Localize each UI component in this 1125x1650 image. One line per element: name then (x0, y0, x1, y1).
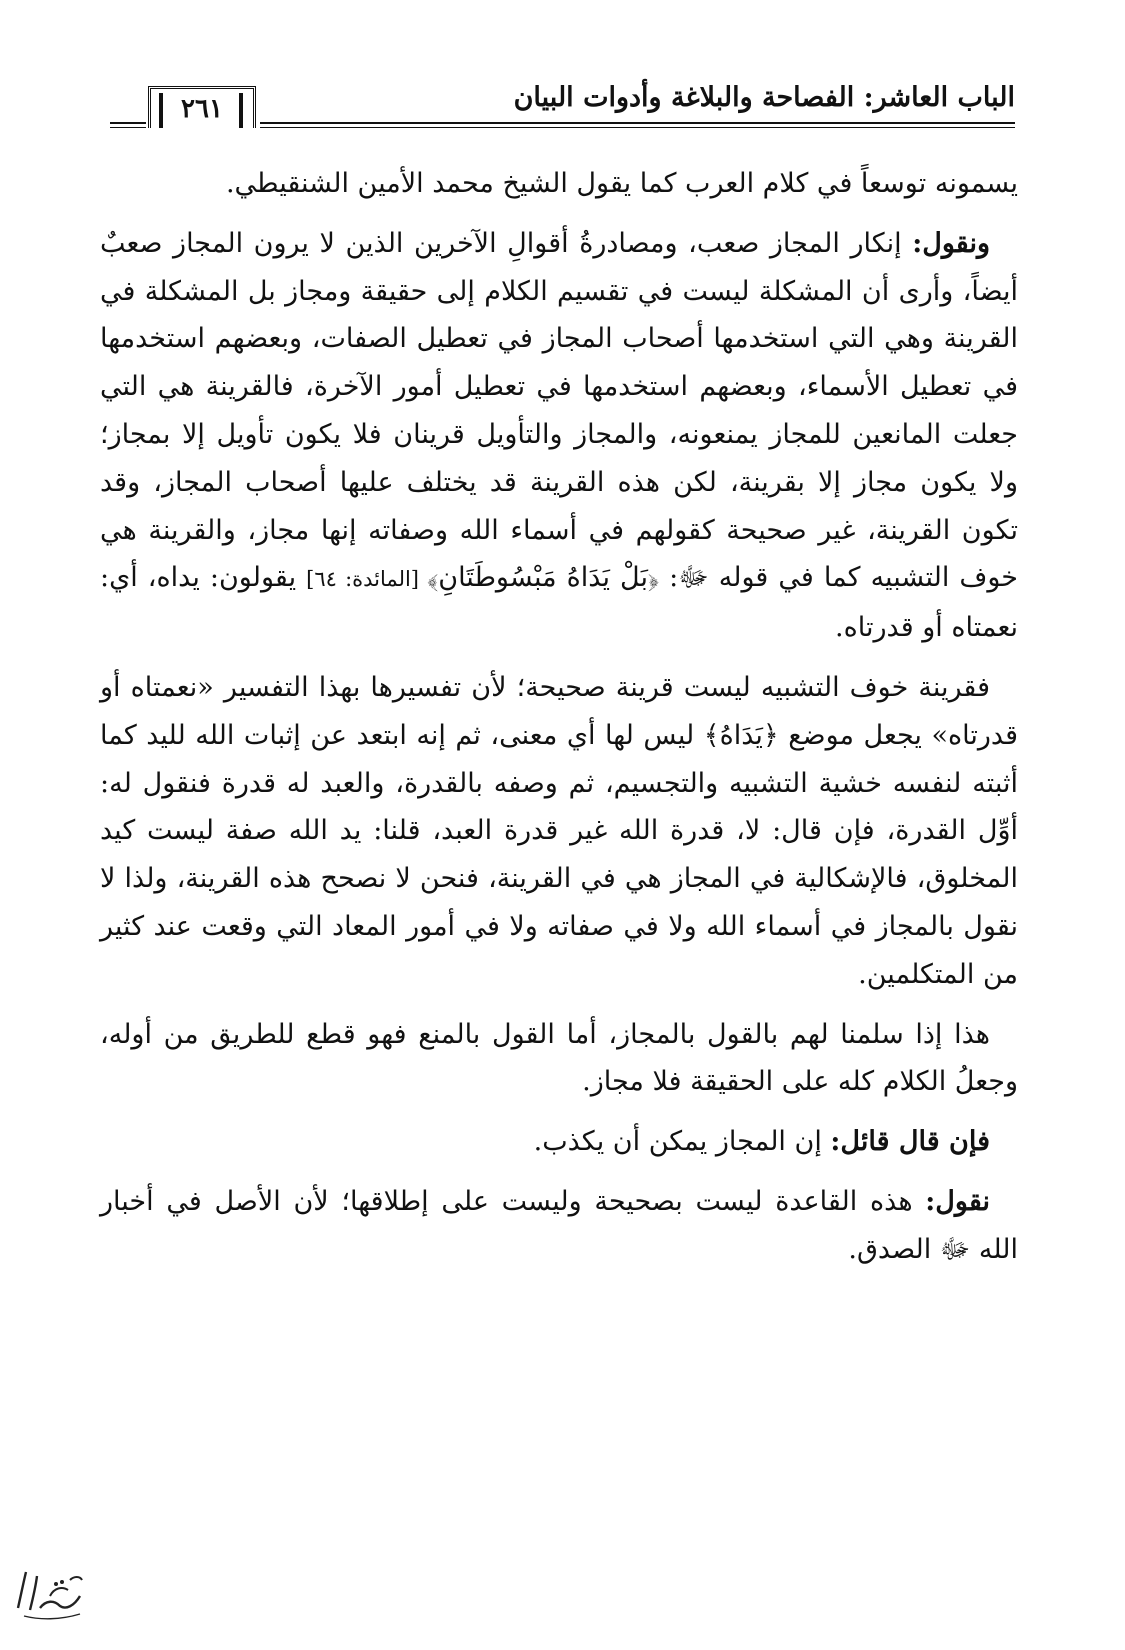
paragraph-3 (100, 664, 1018, 999)
chapter-title: الباب العاشر: الفصاحة والبلاغة وأدوات البيان (513, 82, 1015, 113)
paragraph-1 (100, 160, 1018, 208)
paragraph-text: إن المجاز يمكن أن يكذب. (533, 1126, 831, 1158)
paragraph-6 (100, 1178, 1018, 1274)
header-left-rule-thin (110, 127, 146, 128)
paragraph-text: هذه القاعدة ليست بصحيحة وليست على إطلاقها؛ لأن الأصل في أخبار الله ﷻ الصدق. (100, 1185, 1018, 1265)
paragraph-lead: نقول: (925, 1185, 990, 1217)
quran-reference: [المائدة: ٦٤] (306, 567, 428, 592)
paragraph-lead: فإن قال قائل: (830, 1126, 990, 1158)
paragraph-tail: يقولون: يداه، أي: نعمتاه أو قدرتاه. (100, 562, 1018, 644)
page-number: ٢٦١ (181, 93, 223, 124)
header-left-rule (110, 122, 146, 124)
publisher-logo-icon (10, 1550, 90, 1630)
header-rule-thin (260, 127, 1015, 128)
page-number-frame (148, 86, 256, 128)
page-body (100, 160, 1018, 1286)
running-header (110, 70, 1015, 136)
paragraph-text: إنكار المجاز صعب، ومصادرةُ أقوالِ الآخرين الذين لا يرون المجاز صعبٌ أيضاً، وأرى أن المشكلة ليست في تقسيم الكلام إلى حقيقة ومجاز بل المشكلة في القرينة وهي التي استخدمها أصحاب المجاز في تعطيل الصفات، وبعضهم استخدمها في تعطيل الأسماء، وبعضهم استخدمها في تعطيل أمور الآخرة، فالقرينة هي التي جعلت المانعين للمجاز يمنعونه، والمجاز والتأويل قرينان فلا يكون تأويل إلا بمجاز؛ ولا يكون مجاز إلا بقرينة، لكن هذه القرينة قد يختلف عليها أصحاب المجاز، وقد تكون القرينة، غير صحيحة كقولهم في أسماء الله وصفاته إنها مجاز، والقرينة هي خوف التشبيه كما في قوله ﷻ: ﴿بَلْ يَدَاهُ مَبْسُوطَتَانِ﴾ (100, 227, 1018, 594)
paragraph-lead: ونقول: (912, 227, 990, 259)
paragraph-2 (100, 220, 1018, 652)
paragraph-text: هذا إذا سلمنا لهم بالقول بالمجاز، أما القول بالمنع فهو قطع للطريق من أوله، وجعلُ الكلام كله على الحقيقة فلا مجاز. (100, 1018, 1018, 1098)
paragraph-text: فقرينة خوف التشبيه ليست قرينة صحيحة؛ لأن تفسيرها بهذا التفسير «نعمتاه أو قدرتاه» يجعل موضع ﴿يَدَاهُ﴾ ليس لها أي معنى، ثم إنه ابتعد عن إثبات الله لليد كما أثبته لنفسه خشية التشبيه والتجسيم، ثم وصفه بالقدرة، والعبد له قدرة فنقول له: أوِّل القدرة، فإن قال: لا، قدرة الله غير قدرة العبد، قلنا: يد الله صفة ليست كيد المخلوق، فالإشكالية في المجاز هي في القرينة، فنحن لا نصحح هذه القرينة، ولذا لا نقول بالمجاز في أسماء الله ولا في صفاته ولا في أمور المعاد التي وقعت عند كثير من المتكلمين. (100, 671, 1018, 990)
paragraph-5 (100, 1118, 1018, 1166)
paragraph-4 (100, 1011, 1018, 1107)
paragraph-text: يسمونه توسعاً في كلام العرب كما يقول الشيخ محمد الأمين الشنقيطي. (225, 168, 1018, 199)
header-rule (260, 122, 1015, 124)
